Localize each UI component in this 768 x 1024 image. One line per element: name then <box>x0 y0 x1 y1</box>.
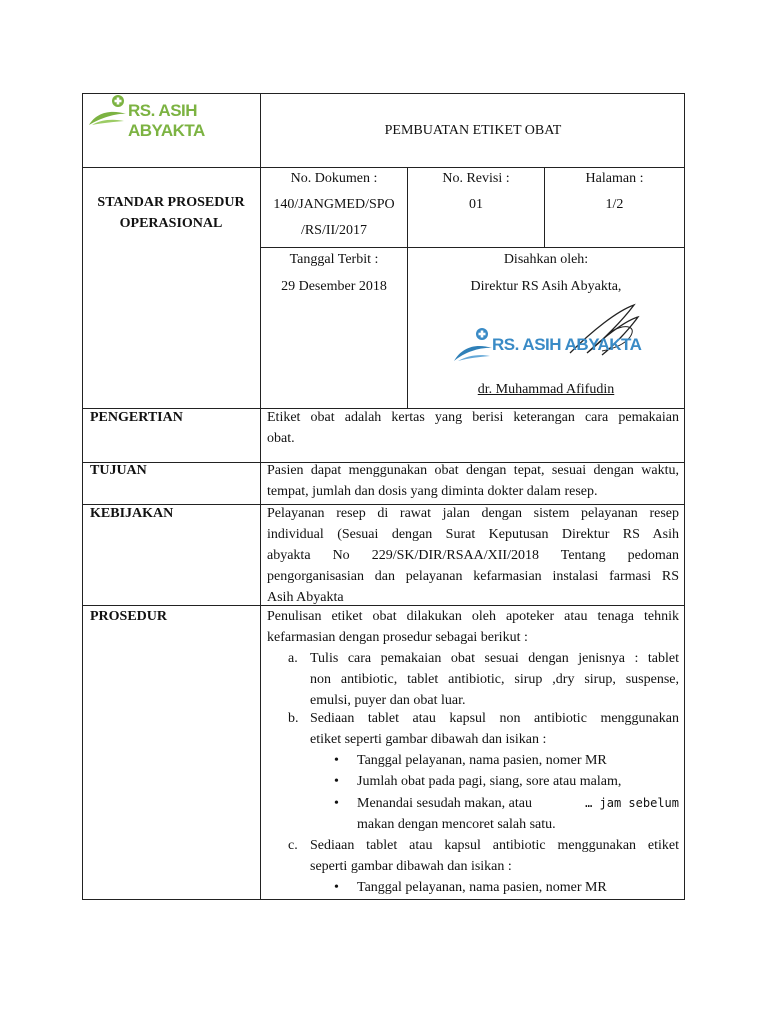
kebijakan-line-2: individual (Sesuai dengan Surat Keputusan Direktur RS Asih <box>267 527 679 542</box>
item-c-marker: c. <box>288 838 298 853</box>
approval-label: Disahkan oleh: <box>503 252 589 267</box>
approver-name: dr. Muhammad Afifudin <box>477 382 615 397</box>
sop-label-line-1: STANDAR PROSEDUR <box>97 195 245 210</box>
approver-title: Direktur RS Asih Abyakta, <box>470 279 622 294</box>
document-title <box>261 120 685 141</box>
doc-number-line-2: /RS/II/2017 <box>300 223 368 238</box>
bullet-icon: • <box>334 796 339 811</box>
sop-label <box>82 192 260 234</box>
doc-number-line-1: 140/JANGMED/SPO <box>273 197 395 212</box>
item-b-marker: b. <box>288 711 299 726</box>
revision-cell <box>408 166 544 218</box>
tujuan-line-2: tempat, jumlah dan dosis yang diminta dokter dalam resep. <box>267 484 598 499</box>
table-border-right <box>684 93 685 900</box>
item-b-line-2: etiket seperti gambar dibawah dan isikan : <box>310 732 547 747</box>
pengertian-label: PENGERTIAN <box>90 410 183 425</box>
tujuan-content <box>267 460 679 502</box>
kebijakan-line-3: abyakta No 229/SK/DIR/RSAA/XII/2018 Tentang pedoman <box>267 548 679 563</box>
stamp-text: RS. ASIH ABYAKTA <box>492 335 642 354</box>
table-border-bottom <box>82 899 685 900</box>
hospital-logo <box>88 95 258 140</box>
item-a-line-1: Tulis cara pemakaian obat sesuai dengan jenisnya : tablet <box>310 651 679 666</box>
revision-label: No. Revisi : <box>442 171 510 186</box>
prosedur-intro-line-2: kefarmasian dengan prosedur sebagai berikut : <box>267 630 528 645</box>
bullet-icon: • <box>334 774 339 789</box>
item-b-bullet-3 <box>357 793 679 835</box>
item-b-bullet-3-row <box>357 793 679 814</box>
logo-text: RS. ASIH ABYAKTA <box>128 101 205 140</box>
document-title-text: PEMBUATAN ETIKET OBAT <box>384 123 562 138</box>
item-c-line-2: seperti gambar dibawah dan isikan : <box>310 859 512 874</box>
pengertian-line-1: Etiket obat adalah kertas yang berisi keterangan cara pemakaian <box>267 410 679 425</box>
item-a-line-3: emulsi, puyer dan obat luar. <box>310 693 466 708</box>
prosedur-content <box>267 606 679 648</box>
tujuan-line-1: Pasien dapat menggunakan obat dengan tepat, sesuai dengan waktu, <box>267 463 679 478</box>
pengertian-line-2: obat. <box>267 431 295 446</box>
item-b-bullet-3-part-b: … jam sebelum <box>585 796 679 810</box>
sop-document <box>82 93 685 900</box>
bullet-icon: • <box>334 753 339 768</box>
tujuan-label: TUJUAN <box>90 463 147 478</box>
prosedur-intro-line-1: Penulisan etiket obat dilakukan oleh apoteker atau tenaga tehnik <box>267 609 679 624</box>
issue-date-value: 29 Desember 2018 <box>281 279 387 294</box>
item-c-text <box>310 835 679 877</box>
item-a-marker: a. <box>288 651 298 666</box>
kebijakan-content <box>267 503 679 608</box>
item-b-bullet-3-part-a: Menandai sesudah makan, atau <box>357 796 532 811</box>
page-value: 1/2 <box>605 197 624 212</box>
issue-date-cell <box>261 246 407 300</box>
item-a-line-2: non antibiotic, tablet antibiotic, sirup ,dry sirup, suspense, <box>310 672 679 687</box>
doc-number-label: No. Dokumen : <box>290 171 378 186</box>
prosedur-label: PROSEDUR <box>90 609 168 624</box>
item-b-bullet-2: Jumlah obat pada pagi, siang, sore atau malam, <box>357 774 622 789</box>
table-border-top <box>82 93 685 94</box>
item-c-bullet-1: Tanggal pelayanan, nama pasien, nomer MR <box>357 880 607 895</box>
bullet-icon: • <box>334 880 339 895</box>
item-b-bullet-3-line-2: makan dengan mencoret salah satu. <box>357 817 556 832</box>
page-cell <box>545 166 684 218</box>
doc-number-cell <box>261 166 407 244</box>
approval-stamp <box>452 301 652 365</box>
item-b-line-1: Sediaan tablet atau kapsul non antibiotic menggunakan <box>310 711 679 726</box>
page-label: Halaman : <box>585 171 644 186</box>
kebijakan-label: KEBIJAKAN <box>90 506 174 521</box>
item-c-line-1: Sediaan tablet atau kapsul antibiotic menggunakan etiket <box>310 838 679 853</box>
revision-value: 01 <box>469 197 483 212</box>
pengertian-content <box>267 407 679 449</box>
item-b-text <box>310 708 679 750</box>
item-a-text <box>310 648 679 711</box>
approval-cell <box>408 246 684 300</box>
item-b-bullet-1: Tanggal pelayanan, nama pasien, nomer MR <box>357 753 607 768</box>
stamp-mark-icon <box>452 301 652 365</box>
issue-date-label: Tanggal Terbit : <box>289 252 379 267</box>
sop-label-line-2: OPERASIONAL <box>119 216 223 231</box>
kebijakan-line-1: Pelayanan resep di rawat jalan dengan sistem pelayanan resep <box>267 506 679 521</box>
kebijakan-line-5: Asih Abyakta <box>267 590 344 605</box>
approver-name-cell <box>408 379 684 400</box>
kebijakan-line-4: pengorganisasian dan pelayanan kefarmasian instalasi farmasi RS <box>267 569 679 584</box>
